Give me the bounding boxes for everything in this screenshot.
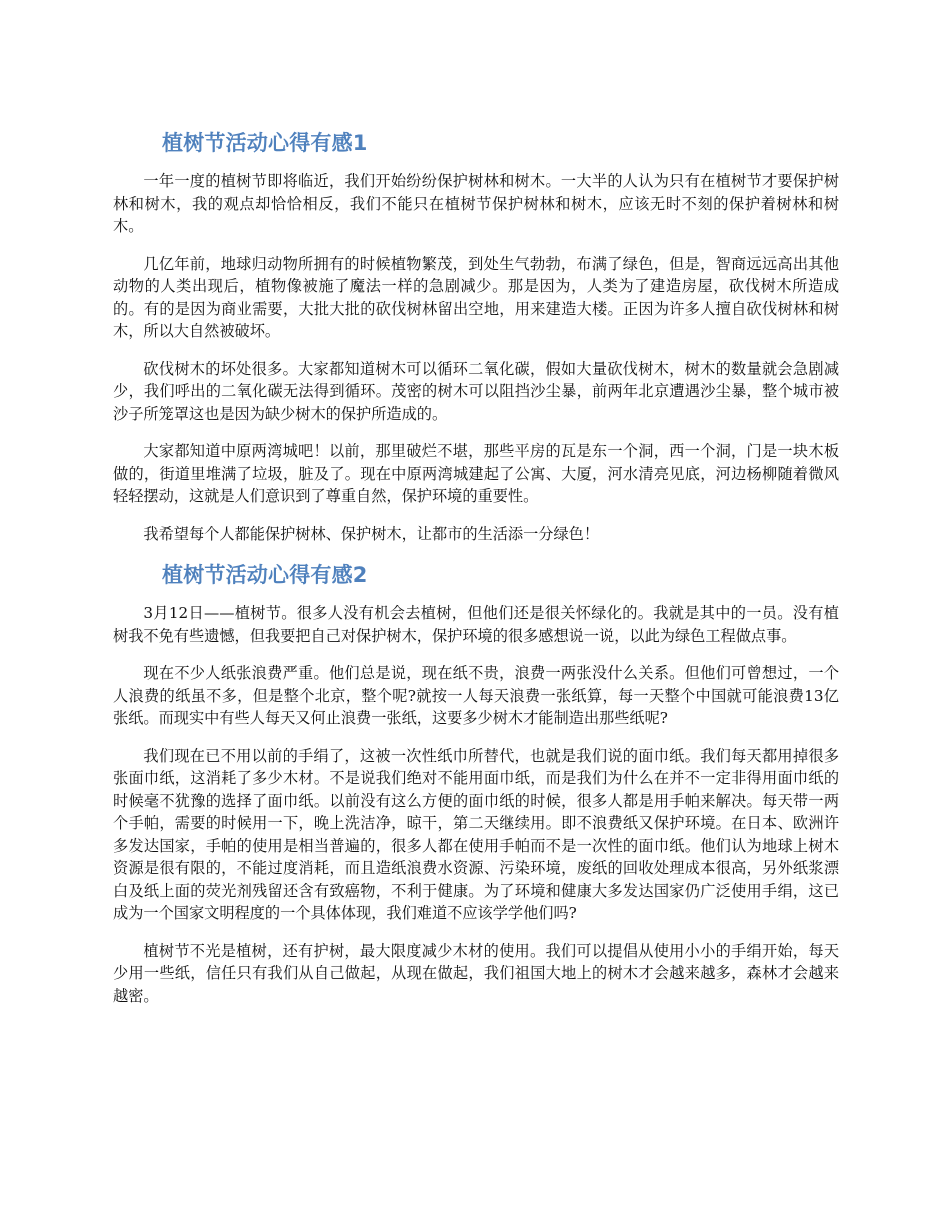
paragraph: 几亿年前，地球归动物所拥有的时候植物繁茂，到处生气勃勃，布满了绿色，但是，智商远远高出其他动物的人类出现后，植物像被施了魔法一样的急剧减少。那是因为，人类为了建造房屋，砍伐树木所造成的。有的是因为商业需要，大批大批的砍伐树林留出空地，用来建造大楼。正因为许多人擅自砍伐树林和树木，所以大自然被破坏。 — [113, 254, 839, 340]
section-2 — [113, 560, 839, 1007]
paragraph: 大家都知道中原两湾城吧！以前，那里破烂不堪，那些平房的瓦是东一个洞，西一个洞，门是一块木板做的，街道里堆满了垃圾，脏及了。现在中原两湾城建起了公寓、大厦，河水清亮见底，河边杨柳随着微风轻轻摆动，这就是人们意识到了尊重自然，保护环境的重要性。 — [113, 442, 839, 505]
section-title-1: 植树节活动心得有感1 — [162, 131, 368, 155]
paragraph: 我希望每个人都能保护树林、保护树木，让都市的生活添一分绿色！ — [143, 524, 600, 543]
paragraph: 现在不少人纸张浪费严重。他们总是说，现在纸不贵，浪费一两张没什么关系。但他们可曾想过，一个人浪费的纸虽不多，但是整个北京，整个呢?就按一人每天浪费一张纸算，每一天整个中国就可能浪费13亿张纸。而现实中有些人每天又何止浪费一张纸，这要多少树木才能制造出那些纸呢? — [113, 664, 839, 727]
document-body — [113, 128, 839, 1022]
paragraph: 植树节不光是植树，还有护树，最大限度减少木材的使用。我们可以提倡从使用小小的手绢开始，每天少用一些纸，信任只有我们从自己做起，从现在做起，我们祖国大地上的树木才会越来越多，森林才会越来越密。 — [113, 941, 839, 1005]
paragraph: 一年一度的植树节即将临近，我们开始纷纷保护树林和树木。一大半的人认为只有在植树节才要保护树林和树木，我的观点却恰恰相反，我们不能只在植树节保护树林和树木，应该无时不刻的保护着树林和树木。 — [113, 172, 839, 235]
section-1 — [113, 128, 839, 545]
paragraph: 砍伐树木的坏处很多。大家都知道树木可以循环二氧化碳，假如大量砍伐树木，树木的数量就会急剧减少，我们呼出的二氧化碳无法得到循环。茂密的树木可以阻挡沙尘暴，前两年北京遭遇沙尘暴，整个城市被沙子所笼罩这也是因为缺少树木的保护所造成的。 — [113, 359, 839, 423]
paragraph: 我们现在已不用以前的手绢了，这被一次性纸巾所替代，也就是我们说的面巾纸。我们每天都用掉很多张面巾纸，这消耗了多少木材。不是说我们绝对不能用面巾纸，而是我们为什么在并不一定非得用面巾纸的时候毫不犹豫的选择了面巾纸。以前没有这么方便的面巾纸的时候，很多人都是用手帕来解决。每天带一两个手帕，需要的时候用一下，晚上洗洁净，晾干，第二天继续用。即不浪费纸又保护环境。在日本、欧洲许多发达国家，手帕的使用是相当普遍的，很多人都在使用手帕而不是一次性的面巾纸。他们认为地球上树木资源是很有限的，不能过度消耗，而且造纸浪费水资源、污染环境，废纸的回收处理成本很高，另外纸浆漂白及纸上面的荧光剂残留还含有致癌物，不利于健康。为了环境和健康大多发达国家仍广泛使用手绢，这已成为一个国家文明程度的一个具体体现，我们难道不应该学学他们吗? — [113, 746, 839, 922]
paragraph: 3月12日——植树节。很多人没有机会去植树，但他们还是很关怀绿化的。我就是其中的一员。没有植树我不免有些遗憾，但我要把自己对保护树木，保护环境的很多感想说一说，以此为绿色工程做点事。 — [113, 604, 839, 645]
section-title-2: 植树节活动心得有感2 — [162, 563, 368, 587]
